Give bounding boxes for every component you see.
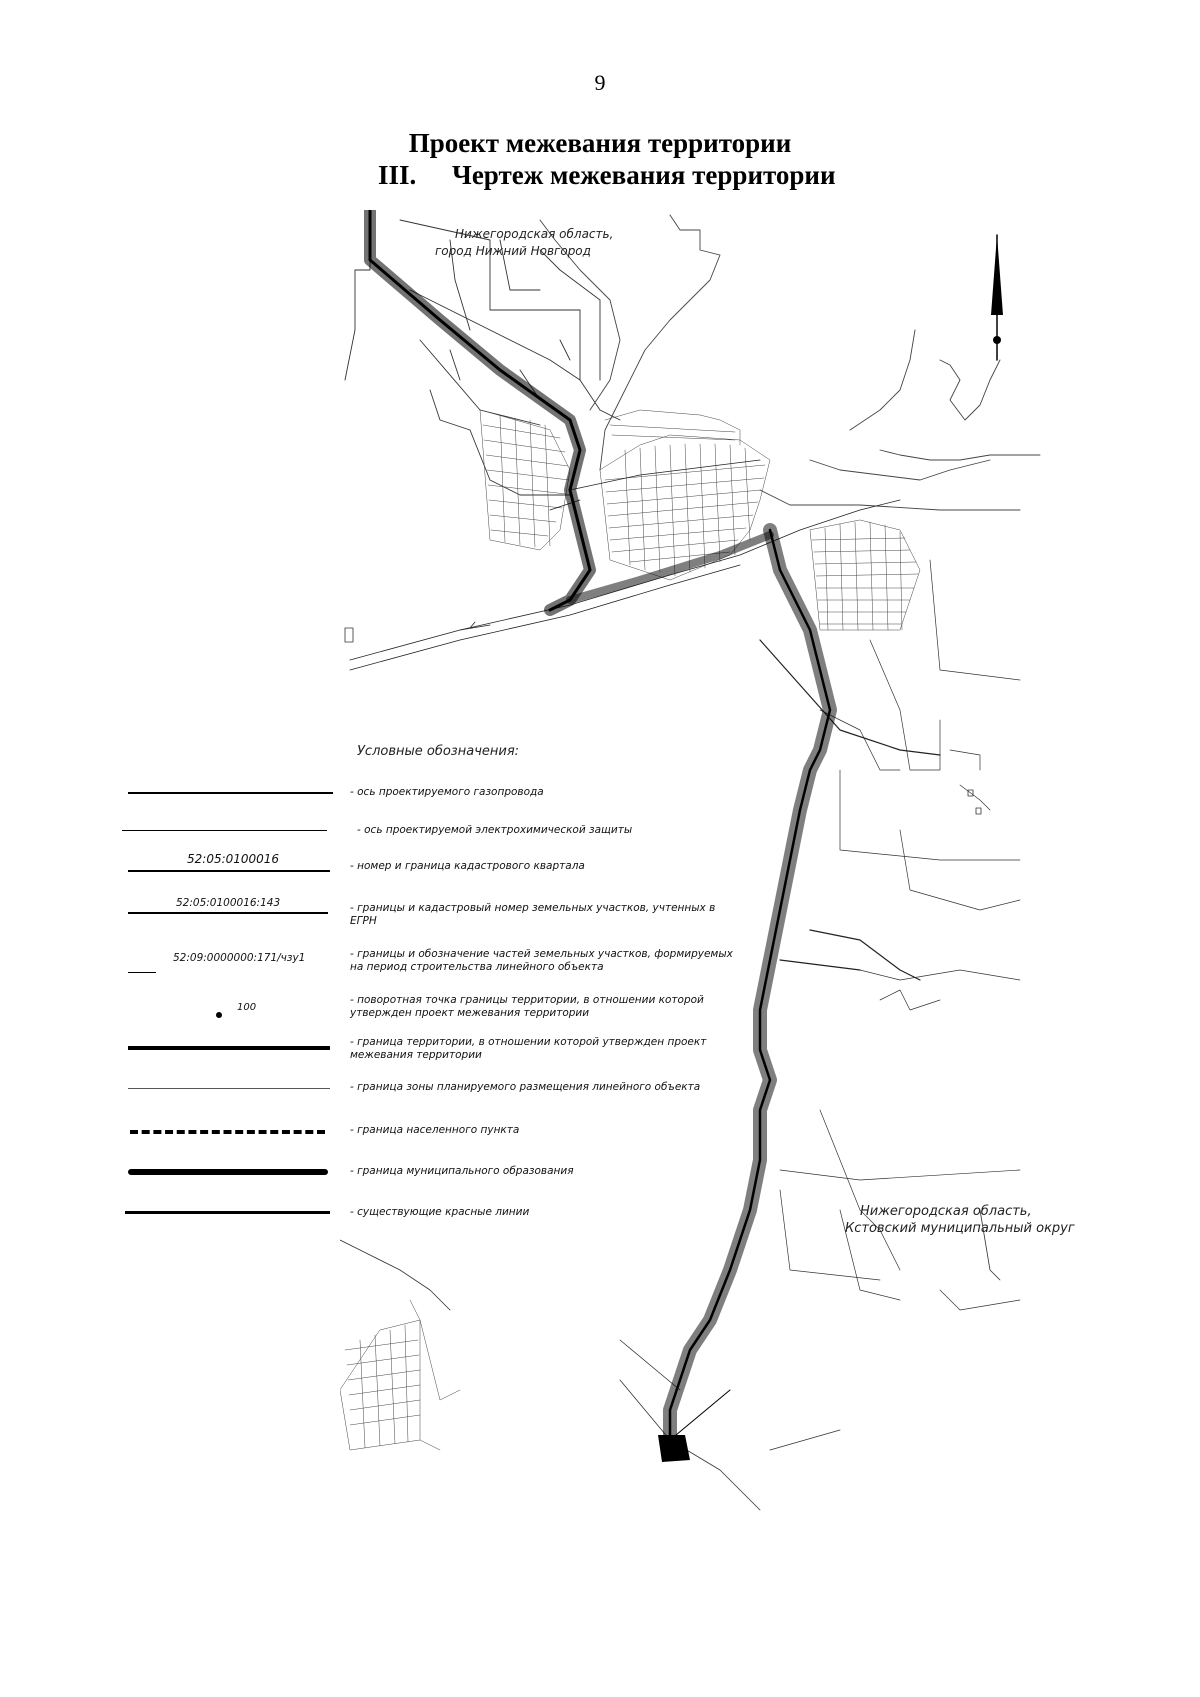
legend-symbol-parcel-part [128, 972, 156, 973]
section-subtitle [378, 160, 836, 191]
map-label-region-top: Нижегородская область, [455, 227, 614, 241]
settlement-grid-north [480, 410, 570, 550]
legend-label-ecp-axis: - ось проектируемой электрохимической защиты [357, 824, 633, 836]
map-label-city-top: город Нижний Новгород [435, 244, 591, 258]
survey-map [340, 210, 1180, 1590]
section-subtitle-text: Чертеж межевания территории [452, 160, 836, 190]
legend-label-placement-zone: - граница зоны планируемого размещения линейного объекта [350, 1081, 701, 1093]
river-lines [540, 215, 1040, 510]
legend-label-red-lines: - существующие красные линии [350, 1206, 530, 1218]
misc-features [340, 628, 1000, 1510]
legend-symbol-gas-pipeline-axis [128, 792, 333, 794]
legend-symbol-text-turning-point: 100 [237, 1002, 257, 1013]
legend-symbol-turning-point [216, 1012, 222, 1018]
legend-symbol-text-parcel-part: 52:09:0000000:171/чзу1 [173, 952, 306, 964]
outline-boundary [760, 640, 940, 980]
legend-label-territory-boundary: - граница территории, в отношении которой утвержден проект межевания территории [350, 1036, 707, 1061]
settlement-grid-east [810, 520, 920, 630]
legend-symbol-parcel [128, 912, 328, 914]
legend-symbol-ecp-axis [122, 830, 327, 831]
section-number: III. [378, 160, 417, 190]
legend-label-cadastral-quarter: - номер и граница кадастрового квартала [350, 860, 585, 872]
legend-symbol-municipal-boundary [128, 1169, 328, 1175]
legend-symbol-text-parcel: 52:05:0100016:143 [176, 897, 281, 909]
section-title: Проект межевания территории [408, 128, 792, 158]
legend-label-parcel-part: - границы и обозначение частей земельных участков, формируемых на период строительства линейного объекта [350, 948, 733, 973]
legend-label-parcel: - границы и кадастровый номер земельных участков, учтенных в ЕГРН [350, 902, 716, 927]
legend-symbol-placement-zone [128, 1088, 330, 1089]
settlement-grid-central [600, 410, 770, 580]
legend-symbol-text-cadastral-quarter: 52:05:0100016 [187, 852, 280, 866]
map-label-region-right: Нижегородская область, [860, 1204, 1032, 1219]
settlement-grid-south [340, 1300, 460, 1450]
legend-symbol-red-lines [125, 1211, 330, 1214]
map-label-district-right: Кстовский муниципальный округ [845, 1221, 1075, 1236]
legend-symbol-cadastral-quarter [128, 870, 330, 872]
legend-symbol-settlement-boundary [130, 1130, 325, 1134]
legend-label-turning-point: - поворотная точка границы территории, в отношении которой утвержден проект межевания территории [350, 994, 704, 1019]
legend-label-gas-pipeline-axis: - ось проектируемого газопровода [350, 786, 544, 798]
legend-symbol-territory-boundary [128, 1046, 330, 1050]
legend-label-settlement-boundary: - граница населенного пункта [350, 1124, 520, 1136]
page-number: 9 [594, 70, 606, 95]
legend-title: Условные обозначения: [357, 744, 520, 759]
legend-label-municipal-boundary: - граница муниципального образования [350, 1165, 574, 1177]
north-arrow-icon [991, 235, 1003, 360]
